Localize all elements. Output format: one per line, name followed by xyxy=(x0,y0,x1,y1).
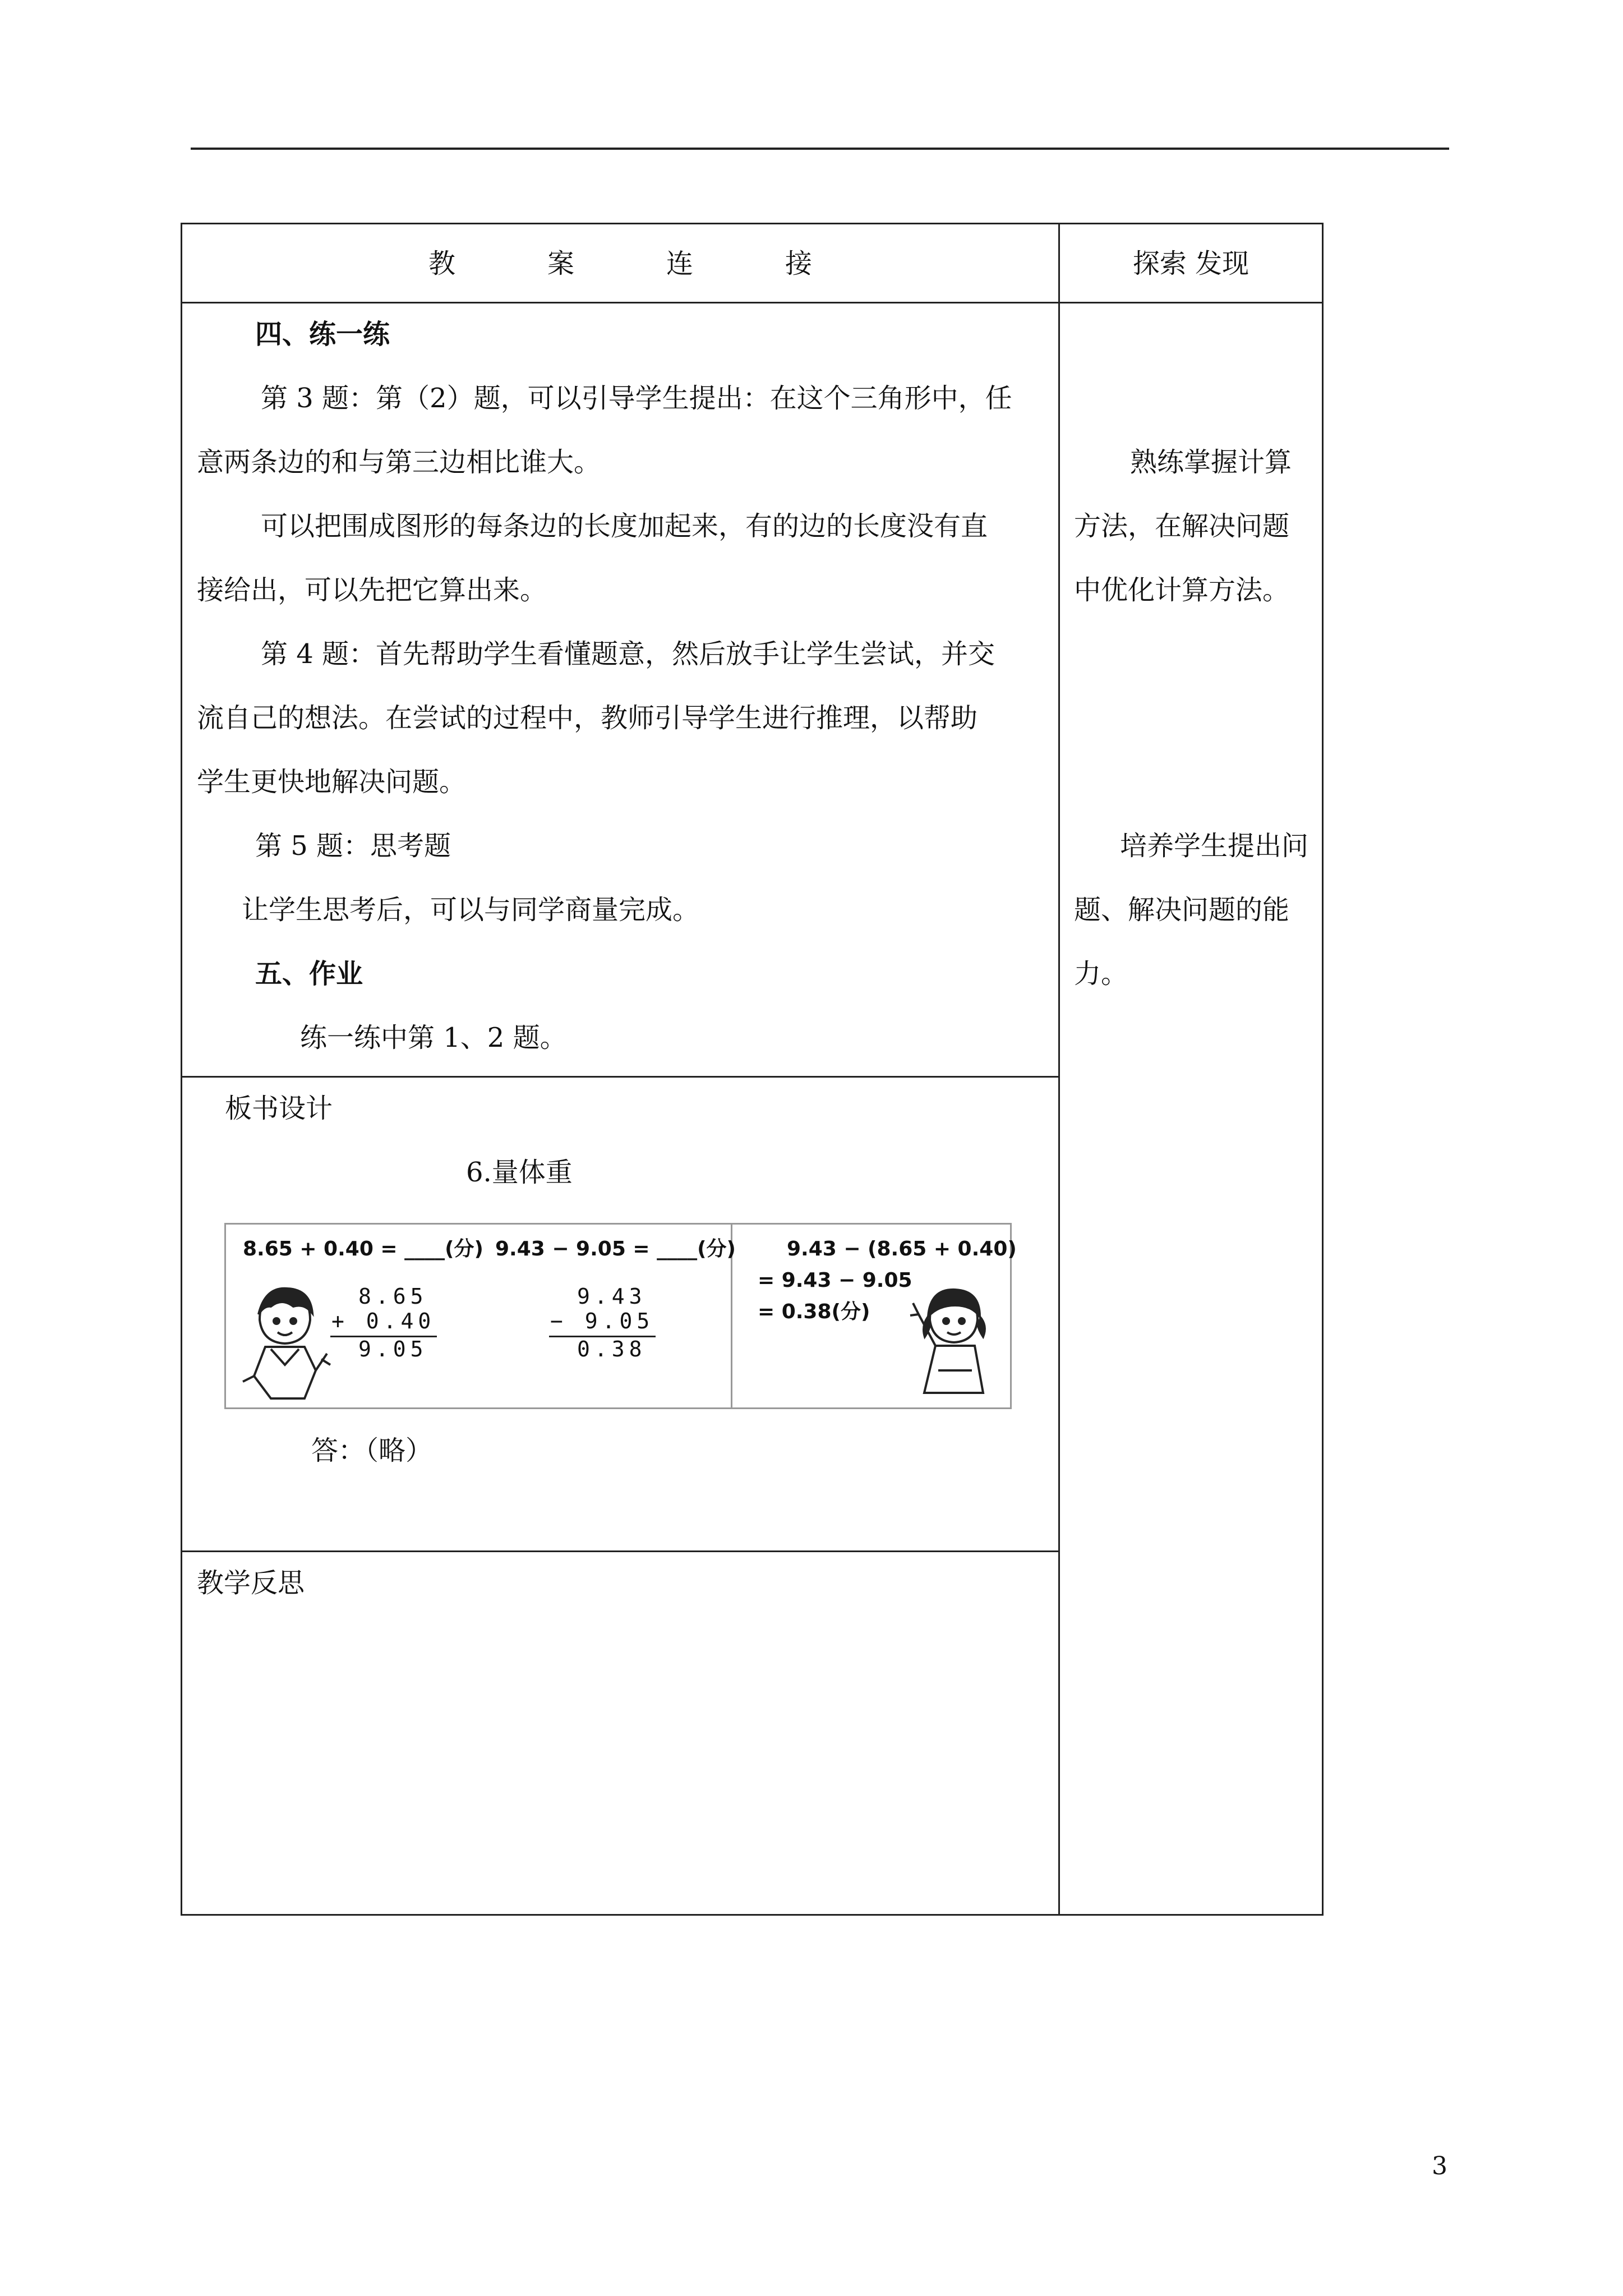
side-note2-line2: 题、解决问题的能 xyxy=(1074,894,1290,926)
side-note1-line2: 方法，在解决问题 xyxy=(1074,510,1290,542)
side-note1-line3: 中优化计算方法。 xyxy=(1074,574,1290,606)
side-note2-line3: 力。 xyxy=(1074,958,1128,990)
boy-illustration-icon xyxy=(237,1281,333,1404)
equation-2: 9.43 − 9.05 = ____(分) xyxy=(495,1237,736,1260)
calc1-addend-b: + 0.40 xyxy=(331,1309,436,1333)
section4-p1-line2: 意两条边的和与第三边相比谁大。 xyxy=(197,447,601,478)
section4-p5: 让学生思考后，可以与同学商量完成。 xyxy=(242,894,700,926)
side-note1-line1: 熟练掌握计算 xyxy=(1130,447,1292,478)
section5-title: 五、作业 xyxy=(255,958,363,990)
section4-p1-line1: 第 3 题：第（2）题，可以引导学生提出：在这个三角形中，任 xyxy=(261,383,1012,414)
section4-p3-line3: 学生更快地解决问题。 xyxy=(197,766,467,798)
board-row-divider xyxy=(182,1076,1058,1078)
calc1-addend-a: 8.65 xyxy=(358,1284,428,1309)
equation-3-line1: 9.43 − (8.65 + 0.40) xyxy=(787,1237,1017,1260)
equation-3-line3: = 0.38(分) xyxy=(758,1300,870,1323)
calc2-subtrahend: − 9.05 xyxy=(550,1309,654,1333)
calc2-minuend: 9.43 xyxy=(577,1284,647,1309)
equation-3-line2: = 9.43 − 9.05 xyxy=(758,1269,912,1292)
equation-1: 8.65 + 0.40 = ____(分) xyxy=(243,1237,484,1260)
side-note2-line1: 培养学生提出问 xyxy=(1120,830,1309,862)
header-right-title: 探索 发现 xyxy=(1132,248,1249,279)
board-figure xyxy=(224,1223,1017,1409)
page-number: 3 xyxy=(1432,2152,1447,2180)
section4-p4: 第 5 题：思考题 xyxy=(255,830,451,862)
column-divider xyxy=(1058,224,1060,1914)
board-title: 6.量体重 xyxy=(466,1157,573,1188)
reflection-label: 教学反思 xyxy=(197,1567,305,1599)
section4-p3-line1: 第 4 题：首先帮助学生看懂题意，然后放手让学生尝试，并交 xyxy=(261,638,995,670)
lesson-table xyxy=(181,223,1324,1916)
calc2-result: 0.38 xyxy=(577,1337,647,1361)
header-left-title: 教 案 连 接 xyxy=(428,248,845,279)
section4-p2-line2: 接给出，可以先把它算出来。 xyxy=(197,574,547,606)
header-right-cell xyxy=(1060,224,1322,303)
section4-p3-line2: 流自己的想法。在尝试的过程中，教师引导学生进行推理，以帮助 xyxy=(197,702,978,734)
board-label: 板书设计 xyxy=(225,1093,333,1124)
board-answer: 答：（略） xyxy=(311,1435,433,1466)
reflection-row-divider xyxy=(182,1550,1058,1552)
section4-title: 四、练一练 xyxy=(255,319,390,350)
section5-p1: 练一练中第 1、2 题。 xyxy=(300,1022,567,1053)
section4-p2-line1: 可以把围成图形的每条边的长度加起来，有的边的长度没有直 xyxy=(261,510,988,542)
header-left-cell xyxy=(182,224,1058,303)
header-rule xyxy=(191,148,1449,150)
calc1-result: 9.05 xyxy=(358,1337,428,1361)
girl-illustration-icon xyxy=(905,1281,1000,1404)
